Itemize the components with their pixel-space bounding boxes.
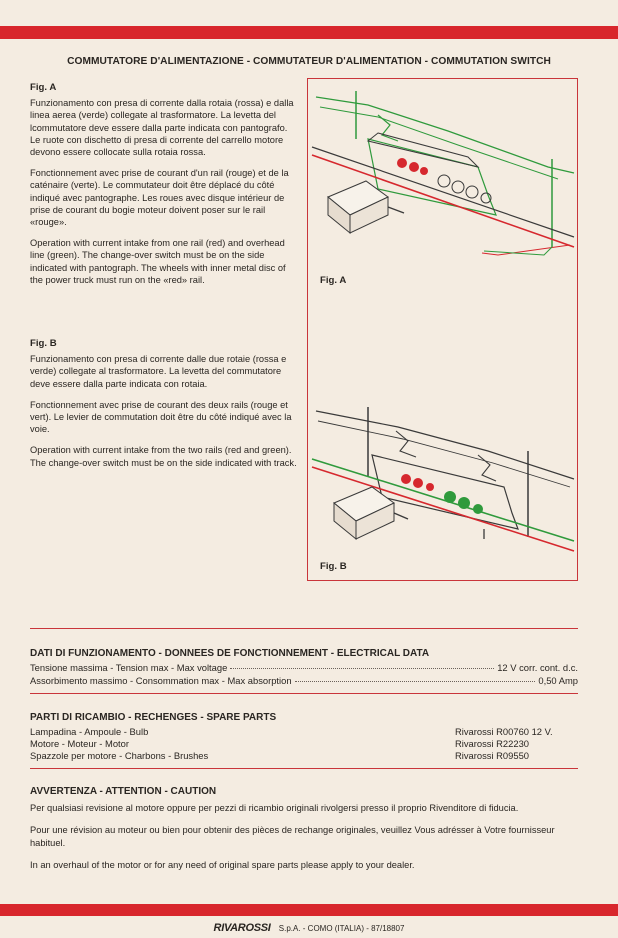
electrical-row-value: 0,50 Amp xyxy=(538,675,578,686)
list-item xyxy=(30,750,578,762)
fig-a-italian-text: Funzionamento con presa di corrente dalla rotaia (rossa) e dalla linea aerea (verde) collegate al trasformatore. La levetta del lcommutatore deve essere dalla parte indicata con pantografo. Le ruote con dischetto di presa di corrente del carrello motore devono essere collocate sulla rotaia rossa. xyxy=(30,98,294,158)
electrical-row xyxy=(30,675,578,686)
fig-b-french-text: Fonctionnement avec prise de courant des deux rails (rouge et vert). Le levier de commutation doit être du côté indiqué avec la voie. xyxy=(30,399,292,435)
leader-dots xyxy=(230,668,494,669)
caution-title: AVVERTENZA - ATTENTION - CAUTION xyxy=(30,786,217,797)
fig-a-illustration xyxy=(312,91,574,255)
pantograph-b xyxy=(396,431,416,457)
caution-italian-text: Per qualsiasi revisione al motore oppure per pezzi di ricambio originali rivolgersi presso il proprio Rivenditore di fiducia. xyxy=(30,803,519,813)
fig-b-label: Fig. B xyxy=(30,338,57,349)
fig-a-text-column xyxy=(30,82,300,295)
fig-a-caption: Fig. A xyxy=(320,275,347,286)
wheels-red-a xyxy=(397,158,428,175)
fig-a-label: Fig. A xyxy=(30,82,57,93)
electrical-row-value: 12 V corr. cont. d.c. xyxy=(497,662,578,673)
transformer-a xyxy=(328,181,404,233)
catenary-wire-b xyxy=(316,411,574,479)
top-red-band xyxy=(0,26,618,39)
illustration-frame xyxy=(307,78,578,581)
electrical-row xyxy=(30,662,578,673)
caution-french-text: Pour une révision au moteur ou bien pour obtenir des pièces de rechange originales, veuillez Vous adrésser à Votre fournisseur habituel. xyxy=(30,825,555,848)
spare-parts-list xyxy=(30,726,578,762)
pantograph-b2 xyxy=(478,455,496,481)
loco-roof-a xyxy=(368,133,478,167)
catenary-wire-b2 xyxy=(318,421,570,487)
page-title: COMMUTATORE D'ALIMENTAZIONE - COMMUTATEUR D'ALIMENTATION - COMMUTATION SWITCH xyxy=(67,56,551,67)
fig-a-french-text: Fonctionnement avec prise de courant d'un rail (rouge) et de la caténaire (verte). Le commutateur doit être déplacé du côté indiqué avec pantographe. Les roues avec disque intérieur de prise de courant du bogie moteur doivent poser sur le rail «rouge». xyxy=(30,168,289,228)
spare-parts-title: PARTI DI RICAMBIO - RECHENGES - SPARE PARTS xyxy=(30,712,277,723)
divider xyxy=(30,693,578,694)
list-item xyxy=(30,738,578,750)
part-label: Spazzole per motore - Charbons - Brushes xyxy=(30,750,209,761)
wire-green-a xyxy=(484,247,552,255)
part-code: Rivarossi R22230 xyxy=(455,738,529,749)
caution-english-text: In an overhaul of the motor or for any need of original spare parts please apply to your dealer. xyxy=(30,860,415,871)
part-label: Lampadina - Ampoule - Bulb xyxy=(30,726,149,737)
electrical-data-title: DATI DI FUNZIONAMENTO - DONNEES DE FONCTIONNEMENT - ELECTRICAL DATA xyxy=(30,648,430,659)
part-label: Motore - Moteur - Motor xyxy=(30,738,129,749)
locomotive-diagram xyxy=(308,79,579,582)
footer-text: S.p.A. - COMO (ITALIA) - 87/18807 xyxy=(278,924,405,933)
divider xyxy=(30,768,578,769)
fig-b-caption: Fig. B xyxy=(320,561,347,572)
fig-b-english-text: Operation with current intake from the two rails (red and green). The change-over switch must be on the side indicated with track. xyxy=(30,445,297,468)
fig-b-illustration xyxy=(312,407,574,551)
electrical-row-label: Tensione massima - Tension max - Max voltage xyxy=(30,662,228,673)
fig-b-italian-text: Funzionamento con presa di corrente dalle due rotaie (rossa e verde) collegate al trasformatore. La levetta del commutatore deve essere dalla parte indicata con rotaia. xyxy=(30,354,287,389)
leader-dots xyxy=(295,681,536,682)
footer xyxy=(0,922,618,934)
caution-text xyxy=(30,802,580,882)
fig-a-english-text: Operation with current intake from one rail (red) and overhead line (green). The change-over switch must be on the side indicated with pantograph. The wheels with inner metal disc of the power truck must run on the «red» rail. xyxy=(30,238,286,285)
list-item xyxy=(30,726,578,738)
divider xyxy=(30,628,578,629)
brand-logo: RIVAROSSI xyxy=(213,922,271,934)
part-code: Rivarossi R00760 12 V. xyxy=(455,726,553,737)
bottom-red-band xyxy=(0,904,618,916)
part-code: Rivarossi R09550 xyxy=(455,750,529,761)
electrical-row-label: Assorbimento massimo - Consommation max - Max absorption xyxy=(30,675,292,686)
fig-b-text-column xyxy=(30,338,300,478)
